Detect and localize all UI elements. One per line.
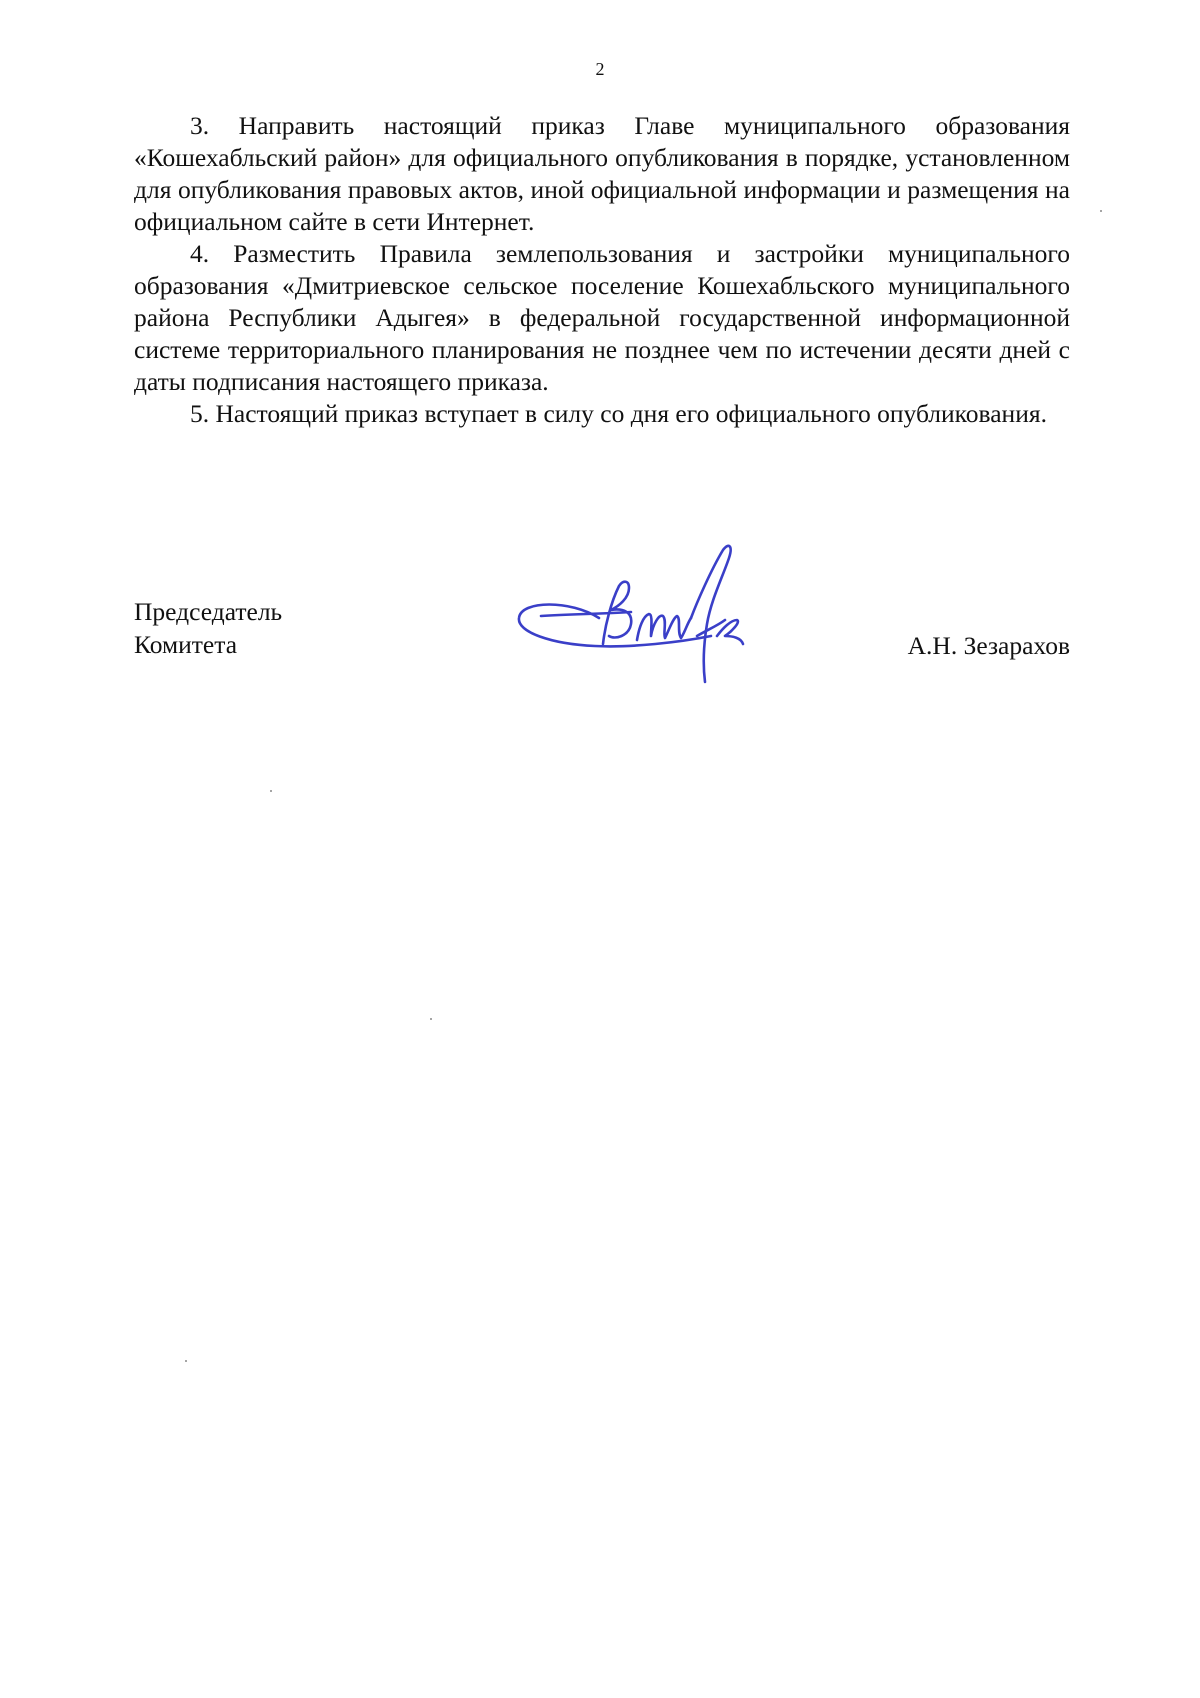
document-body (134, 110, 1070, 430)
paragraph-3: 3. Направить настоящий приказ Главе муниципального образования «Кошехабльский район» для официального опубликования в порядке, установленном для опубликования правовых актов, иной официальной информации и размещения на официальном сайте в сети Интернет. (134, 111, 1070, 236)
signer-title-line-1: Председатель (134, 597, 283, 626)
scan-speck (270, 790, 272, 792)
handwritten-signature (511, 540, 781, 690)
scan-speck (1100, 210, 1102, 212)
signature-block (134, 595, 1070, 705)
signer-name: А.Н. Зезарахов (907, 631, 1070, 660)
paragraph-4: 4. Разместить Правила землепользования и застройки муниципального образования «Дмитриевское сельское поселение Кошехабльского муниципального района Республики Адыгея» в федеральной государственной информационной системе территориального планирования не позднее чем по истечении десяти дней с даты подписания настоящего приказа. (134, 239, 1070, 396)
page-number: 2 (595, 59, 605, 79)
scan-speck (430, 1018, 432, 1020)
signer-title-line-2: Комитета (134, 630, 238, 659)
scan-speck (185, 1360, 187, 1362)
paragraph-5: 5. Настоящий приказ вступает в силу со дня его официального опубликования. (190, 399, 1047, 428)
signer-title (134, 595, 282, 661)
